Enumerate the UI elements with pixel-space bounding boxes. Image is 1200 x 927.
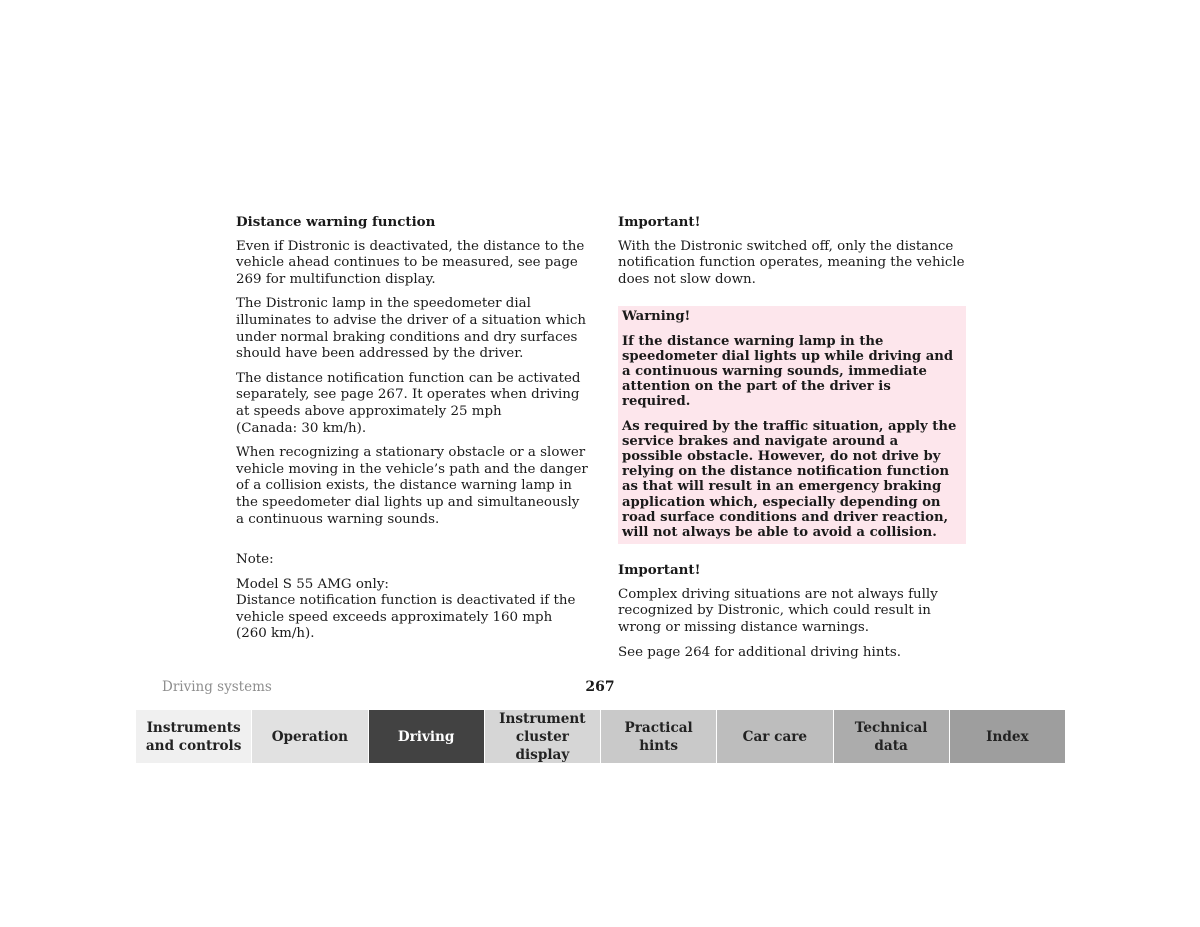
important-heading-2: Important! [618, 562, 701, 579]
footer-section-label: Driving systems [162, 679, 272, 695]
tab-label: Index [986, 728, 1029, 745]
tab-driving-active[interactable] [368, 710, 484, 763]
chapter-tab-bar [136, 710, 1065, 763]
tab-label: Driving [397, 728, 455, 745]
warning-paragraph-1: If the distance warning lamp in the speedometer dial lights up while driving and a continuous warning sounds, immediate attention on the part of the driver is required. [622, 333, 954, 410]
tab-label: Operation [271, 728, 349, 745]
paragraph-deactivated: Even if Distronic is deactivated, the distance to the vehicle ahead continues to be measured, see page 269 for multifunction display. [236, 238, 585, 287]
note-deactivation: Distance notification function is deactivated if the vehicle speed exceeds approximately 160 mph [236, 593, 576, 625]
paragraph-obstacle-warning: When recognizing a stationary obstacle or a slower vehicle moving in the vehicle’s path and the danger of a collision exists, the distance warning lamp in the speedometer dial lights up and simultaneously a continuous warning sounds. [236, 445, 588, 527]
tab-label-line1: Instruments [146, 719, 241, 736]
paragraph-notification-text: The distance notification function can be activated separately, see page 267. It operates when driving at speeds above approximately 25 mph [236, 370, 581, 419]
tab-index[interactable] [949, 710, 1065, 763]
note-text [236, 577, 588, 643]
tab-label: Car care [742, 728, 808, 745]
tab-practical-hints[interactable] [600, 710, 716, 763]
tab-car-care[interactable] [716, 710, 832, 763]
paragraph-notification-activation [236, 371, 588, 437]
right-column [618, 214, 968, 669]
see-also-text: See page 264 for additional driving hints. [618, 644, 901, 660]
note-label: Note: [236, 552, 274, 568]
warning-box [618, 306, 966, 544]
note-speed-kmh: (260 km/h). [236, 626, 315, 642]
tab-label-line2: cluster display [515, 728, 570, 763]
warning-paragraph-2: As required by the traffic situation, apply the service brakes and navigate around a possible obstacle. However, do not drive by relying on the distance notification function as that will result in an emergency braking application which, especially depending on road surface conditions and driver reaction, will not always be able to avoid a collision. [622, 418, 957, 541]
paragraph-notification-canada: (Canada: 30 km/h). [236, 420, 367, 436]
important-text-1: With the Distronic switched off, only the distance notification function operates, meaning the vehicle does not slow down. [618, 238, 965, 287]
important-heading-1: Important! [618, 214, 701, 230]
tab-label: Practical hints [624, 719, 693, 754]
important-text-2: Complex driving situations are not always fully recognized by Distronic, which could result in wrong or missing distance warnings. [618, 586, 938, 635]
tab-label-line1: Technical [854, 719, 928, 736]
section-heading: Distance warning function [236, 214, 436, 230]
tab-instruments-and-controls[interactable] [136, 710, 251, 763]
tab-instrument-cluster-display[interactable] [484, 710, 600, 763]
page-number: 267 [585, 679, 615, 695]
tab-label-line2: data [874, 737, 908, 754]
left-column [236, 214, 588, 651]
tab-technical-data[interactable] [833, 710, 949, 763]
note-model: Model S 55 AMG only: [236, 576, 389, 592]
paragraph-distronic-lamp: The Distronic lamp in the speedometer dial illuminates to advise the driver of a situation which under normal braking conditions and dry surfaces should have been addressed by the driver. [236, 296, 586, 362]
tab-label-line1: Instrument [499, 710, 586, 727]
tab-label-line2: and controls [145, 737, 242, 754]
tab-operation[interactable] [251, 710, 367, 763]
warning-heading: Warning! [622, 309, 691, 325]
